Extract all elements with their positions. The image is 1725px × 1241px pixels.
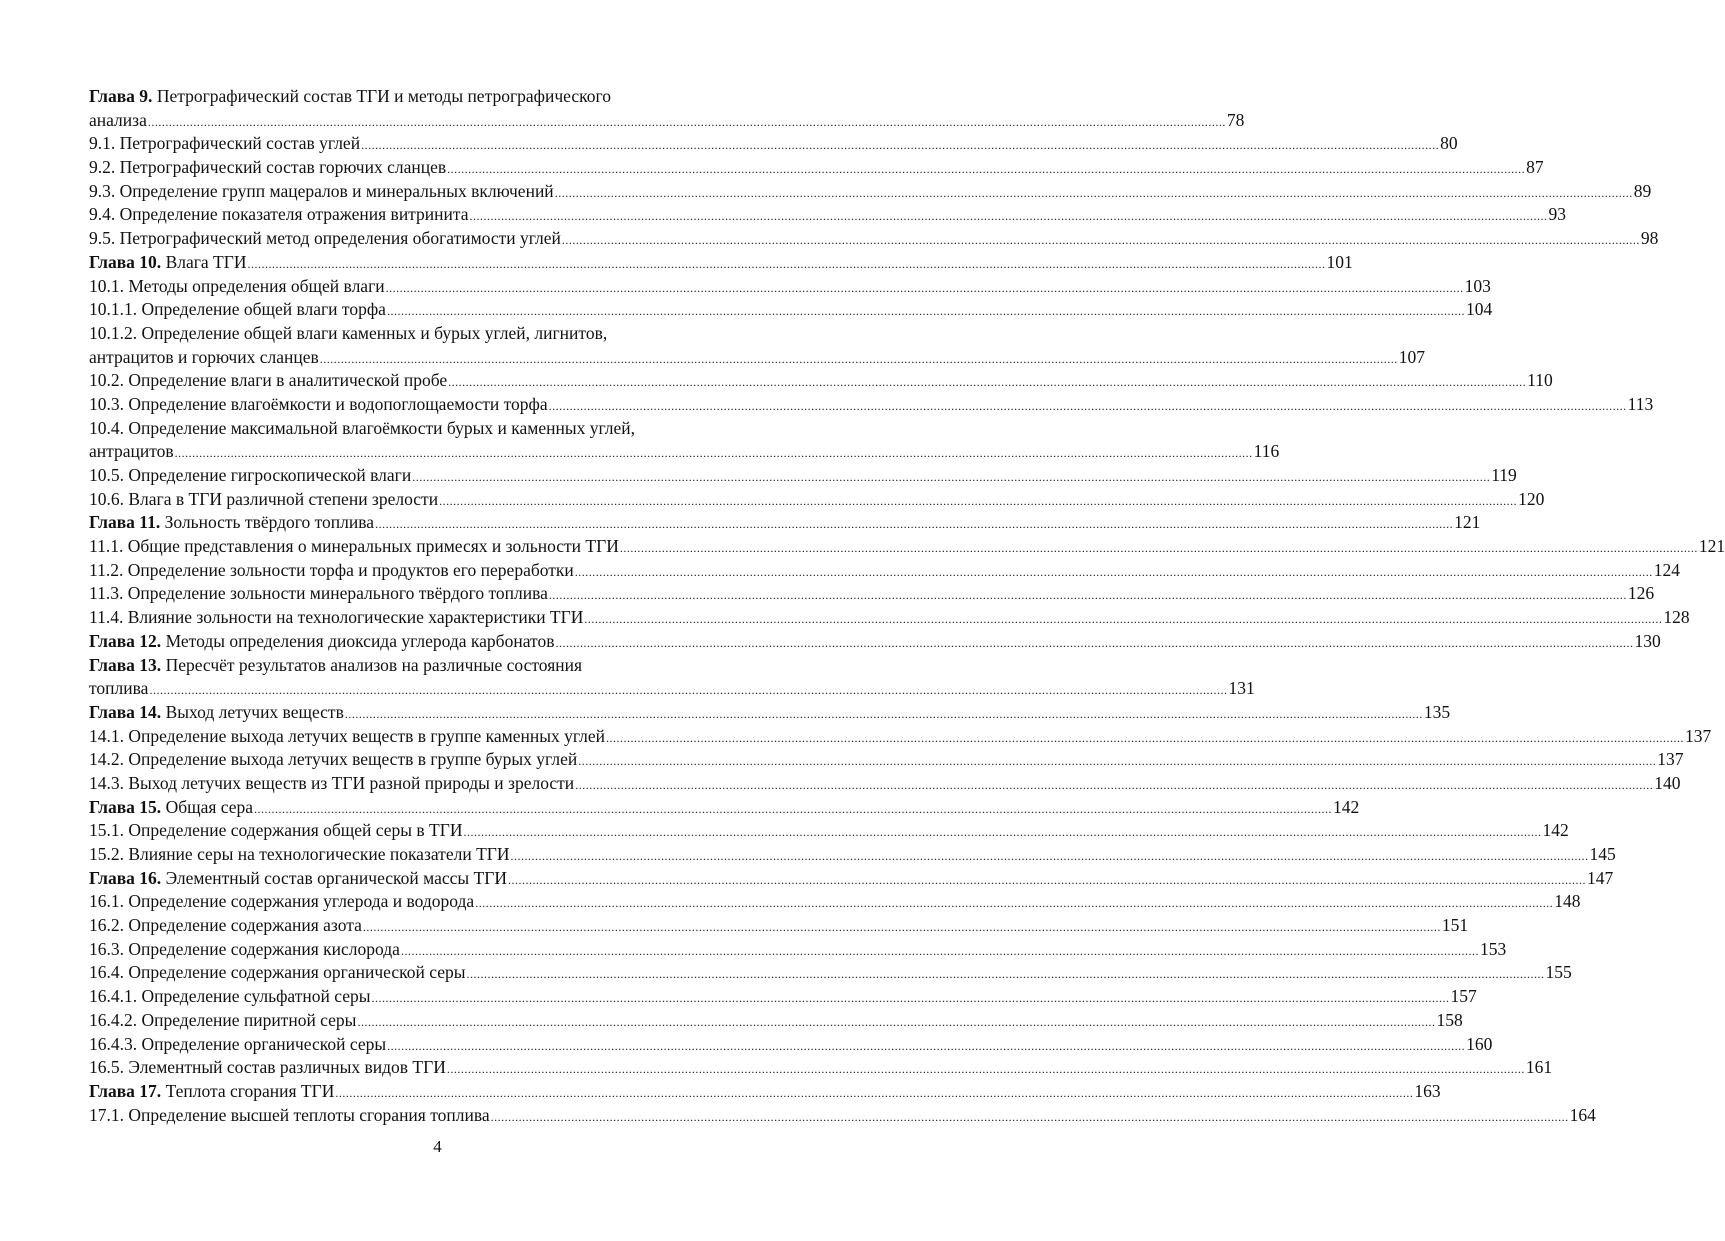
chapter-label: Глава 11. [89, 512, 161, 533]
dot-leader [387, 300, 1465, 324]
entry-title: 15.2. Влияние серы на технологические показатели ТГИ [89, 844, 510, 864]
entry-title: 16.5. Элементный состав различных видов ТГИ [89, 1057, 446, 1078]
page-ref: 148 [1554, 891, 1581, 912]
toc-entry-s11_2 [89, 559, 1681, 583]
page-ref: 142 [1542, 820, 1569, 841]
page-ref: 151 [1441, 915, 1469, 936]
page-ref: 137 [1685, 725, 1712, 746]
toc-entry-s9_2 [89, 156, 1544, 180]
dot-leader [371, 987, 1449, 1011]
dot-leader [320, 348, 1398, 372]
entry-title: Влага ТГИ [165, 251, 247, 272]
entry-title: 11.1. Общие представления о минеральных примесях и зольности ТГИ [89, 536, 619, 557]
entry-title: 14.3. Выход летучих веществ из ТГИ разной природы и зрелости [89, 772, 575, 793]
page-ref: 164 [1569, 1104, 1596, 1125]
toc-entry-s10_3 [89, 393, 1654, 417]
chapter-label: Глава 9. [89, 86, 153, 106]
entry-title: 14.2. Определение выхода летучих веществ в группе бурых углей [89, 749, 578, 770]
page-ref: 131 [1228, 678, 1255, 699]
dot-leader [475, 892, 1553, 916]
dot-leader [361, 134, 1439, 158]
toc-entry-ch16 [89, 867, 1614, 891]
page-ref: 137 [1657, 749, 1684, 770]
entry-title: 10.1.1. Определение общей влаги торфа [89, 299, 386, 320]
entry-title: 16.2. Определение содержания азота [89, 915, 362, 936]
dot-leader [555, 182, 1633, 206]
toc-entry-s9_3 [89, 180, 1652, 204]
toc-entry-ch11 [89, 511, 1481, 535]
entry-title-continued: анализа [89, 109, 147, 130]
dot-leader [549, 395, 1627, 419]
dot-leader [175, 442, 1253, 466]
toc-entry-s16_3 [89, 938, 1507, 962]
toc-entry-s11_1 [89, 535, 1725, 559]
dot-leader [575, 774, 1653, 798]
entry-title: 17.1. Определение высшей теплоты сгорания топлива [89, 1104, 490, 1125]
toc-entry-ch14 [89, 701, 1451, 725]
page-ref: 87 [1526, 157, 1544, 178]
toc-entry-s16_4_3 [89, 1033, 1493, 1057]
dot-leader [555, 632, 1633, 656]
toc-entry-s10_1 [89, 275, 1491, 299]
entry-title: 10.6. Влага в ТГИ различной степени зрелости [89, 488, 439, 509]
dot-leader [575, 561, 1653, 585]
dot-leader [620, 537, 1698, 561]
dot-leader [387, 1035, 1465, 1059]
page-ref: 103 [1464, 275, 1491, 296]
dot-leader [562, 229, 1640, 253]
entry-title: 16.4.3. Определение органической серы [89, 1033, 387, 1054]
dot-leader [448, 371, 1526, 395]
page-ref: 157 [1450, 986, 1477, 1007]
chapter-label: Глава 12. [89, 630, 162, 651]
page-ref: 160 [1466, 1033, 1493, 1054]
chapter-label: Глава 14. [89, 701, 162, 722]
dot-leader [345, 703, 1423, 727]
page-ref: 121 [1698, 536, 1725, 557]
entry-title: Элементный состав органической массы ТГИ [165, 867, 507, 888]
toc-entry-s10_1_1 [89, 298, 1493, 322]
dot-leader [254, 798, 1332, 822]
entry-title: Зольность твёрдого топлива [164, 512, 375, 533]
chapter-label: Глава 10. [89, 251, 162, 272]
dot-leader [447, 1058, 1525, 1082]
page-ref: 153 [1479, 938, 1507, 959]
toc-entry-s11_4 [89, 606, 1690, 630]
page-ref: 145 [1589, 844, 1616, 864]
page-ref: 135 [1423, 701, 1451, 722]
dot-leader [401, 940, 1479, 964]
page-number: 4 [433, 1137, 442, 1156]
entry-title: Теплота сгорания ТГИ [165, 1080, 335, 1101]
toc-entry-s16_4 [89, 961, 1572, 985]
chapter-label: Глава 16. [89, 867, 162, 888]
toc-entry-s9_4 [89, 203, 1567, 227]
entry-title: 10.1.2. Определение общей влаги каменных и бурых углей, лигнитов, [89, 322, 608, 343]
entry-title: 16.4.2. Определение пиритной серы [89, 1009, 357, 1030]
toc-entry-s16_5 [89, 1056, 1553, 1080]
page-ref: 93 [1548, 204, 1567, 225]
entry-title: 9.2. Петрографический состав горючих сланцев [89, 157, 447, 178]
page-ref: 80 [1440, 133, 1458, 154]
toc-entry-s9_1 [89, 132, 1458, 156]
page-ref: 142 [1333, 796, 1360, 817]
entry-title-continued: антрацитов и горючих сланцев [89, 346, 319, 367]
toc-entry-s16_2 [89, 914, 1469, 938]
dot-leader [491, 1106, 1569, 1130]
page-ref: 116 [1253, 441, 1280, 462]
toc-entry-s14_3 [89, 772, 1681, 796]
page-ref: 128 [1663, 607, 1690, 628]
toc-entry-s10_1_2 [89, 322, 1426, 369]
entry-title: 11.2. Определение зольности торфа и продуктов его переработки [89, 559, 574, 580]
dot-leader [511, 845, 1589, 869]
page-ref: 155 [1545, 962, 1572, 983]
page-ref: 130 [1634, 630, 1661, 651]
toc-entry-s16_4_1 [89, 985, 1477, 1009]
dot-leader [578, 750, 1656, 774]
entry-title: 9.1. Петрографический состав углей [89, 133, 361, 154]
entry-title: 9.3. Определение групп мацералов и минеральных включений [89, 180, 554, 201]
dot-leader [464, 821, 1542, 845]
page-ref: 124 [1653, 559, 1681, 580]
entry-title: Пересчёт результатов анализов на различные состояния [165, 654, 583, 675]
table-of-contents [89, 85, 1725, 1127]
entry-title: 10.1. Методы определения общей влаги [89, 275, 385, 296]
toc-entry-s15_2 [89, 843, 1616, 867]
entry-title: 11.3. Определение зольности минерального твёрдого топлива [89, 583, 548, 604]
entry-title: 16.4.1. Определение сульфатной серы [89, 986, 371, 1007]
toc-entry-ch12 [89, 630, 1661, 654]
page-ref: 163 [1414, 1080, 1441, 1101]
page-ref: 126 [1627, 583, 1655, 604]
toc-entry-s10_2 [89, 369, 1553, 393]
dot-leader [375, 513, 1453, 537]
entry-title: 10.2. Определение влаги в аналитической пробе [89, 370, 448, 391]
entry-title: Петрографический состав ТГИ и методы петрографического [156, 86, 611, 106]
entry-title: 16.3. Определение содержания кислорода [89, 938, 400, 959]
dot-leader [148, 111, 1226, 135]
dot-leader [149, 679, 1227, 703]
toc-entry-ch13 [89, 654, 1255, 701]
entry-title: 14.1. Определение выхода летучих веществ в группе каменных углей [89, 725, 606, 746]
entry-title: 11.4. Влияние зольности на технологические характеристики ТГИ [89, 607, 584, 628]
toc-entry-s16_4_2 [89, 1009, 1463, 1033]
dot-leader [549, 584, 1627, 608]
toc-entry-ch17 [89, 1080, 1441, 1104]
page-ref: 158 [1436, 1009, 1463, 1030]
entry-title: 10.4. Определение максимальной влагоёмкости бурых и каменных углей, [89, 417, 635, 438]
entry-title: 9.4. Определение показателя отражения витринита [89, 204, 469, 225]
toc-entry-s17_1 [89, 1104, 1596, 1128]
entry-title-continued: топлива [89, 678, 149, 699]
entry-title: Общая сера [165, 796, 254, 817]
toc-entry-s11_3 [89, 582, 1655, 606]
page-ref: 107 [1398, 346, 1426, 367]
dot-leader [248, 253, 1326, 277]
dot-leader [363, 916, 1441, 940]
entry-title: Выход летучих веществ [165, 701, 344, 722]
dot-leader [357, 1011, 1435, 1035]
toc-entry-s14_2 [89, 748, 1684, 772]
page-ref: 89 [1633, 180, 1652, 201]
dot-leader [508, 869, 1586, 893]
page-ref: 119 [1491, 465, 1517, 485]
page-ref: 78 [1226, 109, 1245, 130]
page-ref: 121 [1454, 512, 1481, 533]
page-ref: 104 [1465, 299, 1493, 320]
dot-leader [447, 158, 1525, 182]
entry-title: 9.5. Петрографический метод определения обогатимости углей [89, 228, 561, 249]
page-ref: 161 [1525, 1057, 1553, 1078]
toc-entry-s14_1 [89, 725, 1712, 749]
dot-leader [584, 608, 1662, 632]
dot-leader [606, 727, 1684, 751]
entry-title: 10.5. Определение гигроскопической влаги [89, 465, 412, 485]
page-ref: 113 [1627, 393, 1654, 414]
entry-title: Методы определения диоксида углерода карбонатов [165, 630, 555, 651]
page-ref: 110 [1527, 370, 1553, 391]
chapter-label: Глава 13. [89, 654, 162, 675]
entry-title: 16.1. Определение содержания углерода и водорода [89, 891, 475, 912]
entry-title: 15.1. Определение содержания общей серы в ТГИ [89, 820, 463, 841]
chapter-label: Глава 17. [89, 1080, 162, 1101]
toc-entry-s10_5 [89, 464, 1517, 488]
toc-entry-s10_4 [89, 417, 1280, 464]
page-ref: 101 [1326, 251, 1353, 272]
toc-entry-s16_1 [89, 890, 1581, 914]
dot-leader [335, 1082, 1413, 1106]
page-ref: 147 [1586, 867, 1614, 888]
dot-leader [466, 963, 1544, 987]
toc-entry-ch10 [89, 251, 1353, 275]
dot-leader [439, 490, 1517, 514]
entry-title: 16.4. Определение содержания органической серы [89, 962, 466, 983]
dot-leader [470, 205, 1548, 229]
page-ref: 120 [1518, 488, 1545, 509]
dot-leader [386, 277, 1464, 301]
toc-entry-ch15 [89, 796, 1360, 820]
page-ref: 98 [1640, 228, 1659, 249]
toc-entry-s10_6 [89, 488, 1545, 512]
toc-entry-s15_1 [89, 819, 1569, 843]
dot-leader [412, 466, 1490, 490]
entry-title: 10.3. Определение влагоёмкости и водопоглощаемости торфа [89, 393, 548, 414]
page-ref: 140 [1654, 772, 1681, 793]
chapter-label: Глава 15. [89, 796, 162, 817]
toc-entry-s9_5 [89, 227, 1659, 251]
toc-entry-ch9 [89, 85, 1245, 132]
entry-title-continued: антрацитов [89, 441, 174, 462]
